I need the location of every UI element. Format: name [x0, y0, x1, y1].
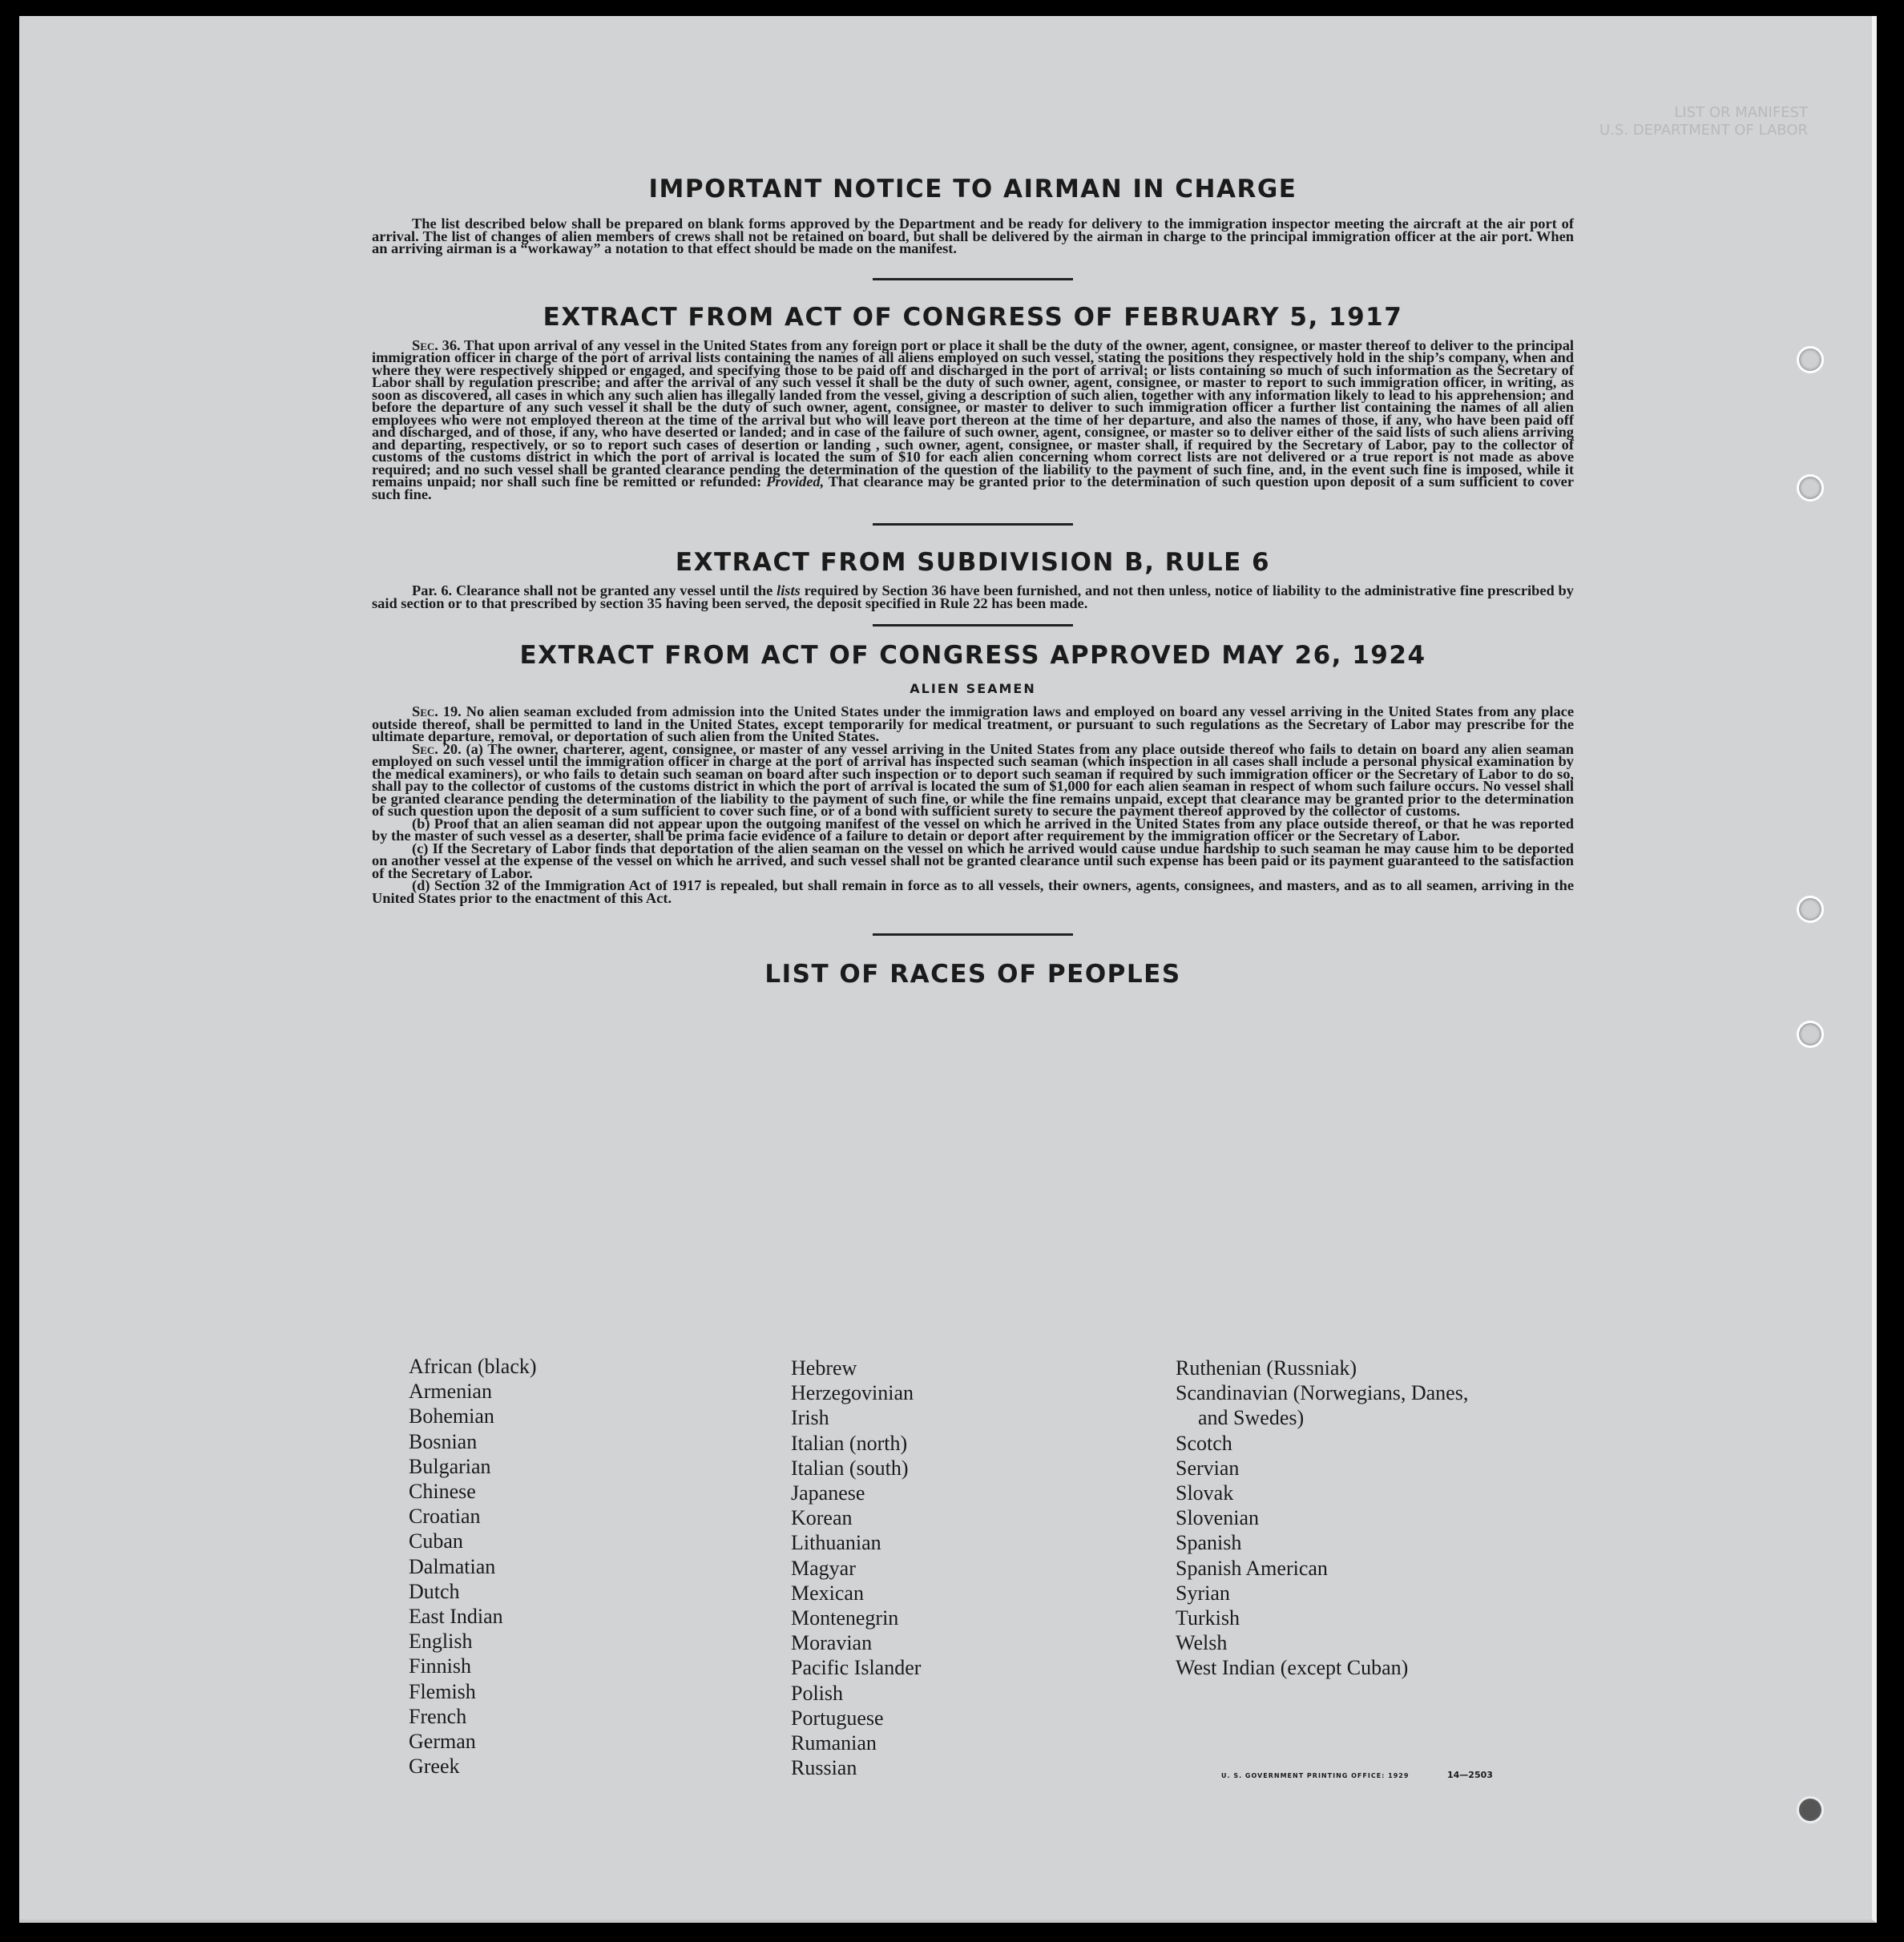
notice-title: IMPORTANT NOTICE TO AIRMAN IN CHARGE — [648, 175, 1297, 203]
races-column-3 — [1176, 1356, 1571, 1780]
race-item: Rumanian — [791, 1731, 877, 1755]
race-item: Lithuanian — [791, 1531, 881, 1555]
race-item: Turkish — [1176, 1606, 1240, 1630]
race-item: Bosnian — [409, 1429, 478, 1453]
race-item: West Indian (except Cuban) — [1176, 1656, 1409, 1680]
race-item: English — [409, 1630, 473, 1654]
race-item: Pacific Islander — [791, 1656, 922, 1680]
race-item: Syrian — [1176, 1581, 1230, 1605]
sec36-text-end: That clearance may be granted prior to the determination of such question upon deposit of a sum sufficient to cover such fine. — [372, 473, 1574, 502]
race-item: Chinese — [409, 1480, 476, 1504]
race-item: Dutch — [409, 1579, 460, 1603]
race-item: Mexican — [791, 1581, 864, 1605]
document-page — [19, 16, 1877, 1923]
race-item: Italian (north) — [791, 1431, 908, 1455]
punch-hole — [1797, 1796, 1824, 1823]
race-item: Montenegrin — [791, 1606, 899, 1630]
punch-hole — [1797, 896, 1824, 923]
sec36-text: That upon arrival of any vessel in the United States from any foreign port or place it shall be the duty of the owner, agent, consignee, or master thereof to deliver to the principal immigration officer in charge of the port of arrival lists containing the names of all aliens employed on such vessel, stating the positions they respectively hold in the ship’s company, when and where they were respectively shipped or engaged, and specifying those to be paid off and discharged in the port of arrival; or lists containing so much of such information as the Secretary of Labor shall by regulation prescribe; and after the arrival of any such vessel it shall be the duty of such owner, agent, consignee, or master to report to such immigration officer, in writing, as soon as discovered, all cases in which any such alien has illegally landed from the vessel, giving a description of such alien, together with any information likely to lead to his apprehension; and before the departure of any such vessel it shall be the duty of such owner, agent, consignee, or master to deliver to such immigration officer a further list containing the names of all alien employees who were not employed thereon at the time of the arrival but who will leave port thereon at the time of her departure, and also the names of those, if any, who have been paid off and discharged, and of those, if any, who have deserted or landed; and in case of the failure of such owner, agent, consignee, or master so to deliver either of the said lists of such aliens arriving and departing, respectively, or so to report such cases of desertion or landing , such owner, agent, consignee, or master shall, if required by the Secretary of Labor, pay to the collector of customs of the customs district in which the port of arrival is located the sum of $10 for each alien concerning whom correct lists are not delivered or a true report is not made as above required; and no such vessel shall be granted clearance pending the determination of the question of the liability to the payment of such fine, and, in the event such fine is imposed, while it remains unpaid; nor shall such fine be remitted or refunded: — [372, 336, 1575, 490]
race-item: Spanish — [1176, 1531, 1242, 1555]
punch-hole — [1797, 346, 1824, 373]
sec-label: Sec. 36. — [412, 336, 461, 353]
act-1924-sec19 — [372, 703, 1574, 744]
race-item: German — [409, 1730, 476, 1754]
race-item: Bohemian — [409, 1404, 494, 1428]
act-1924-sec20b: (b) Proof that an alien seaman did not appear upon the outgoing manifest of the vessel on which he arrived in the United States from any place outside thereof, or that he was reported by the master of such vessel as a deserter, shall be prima facie evidence of a failure to detain or deport after requirement by the immigration officer or the Secretary of Labor. — [372, 815, 1574, 844]
race-item: Finnish — [409, 1654, 472, 1678]
race-item: Portuguese — [791, 1706, 884, 1730]
section-divider — [873, 624, 1073, 627]
notice-content — [372, 160, 1574, 989]
sec-label: Sec. 20. — [412, 740, 462, 757]
race-item: French — [409, 1704, 467, 1728]
punch-hole — [1797, 1021, 1824, 1048]
race-item: Flemish — [409, 1679, 476, 1703]
rule6-par6 — [372, 582, 1574, 611]
form-number: 14—2503 — [1447, 1770, 1493, 1780]
race-item-scandinavian — [1176, 1380, 1571, 1430]
race-item: Spanish American — [1176, 1556, 1328, 1580]
bleed-through-line: U.S. DEPARTMENT OF LABOR — [1599, 122, 1808, 139]
race-item: African (black) — [409, 1355, 537, 1378]
races-list — [409, 1354, 1571, 1780]
section-divider — [873, 523, 1073, 526]
race-item: Slovenian — [1176, 1506, 1259, 1530]
lists-word: lists — [777, 582, 801, 598]
race-item: Croatian — [409, 1505, 481, 1529]
sec19-text: No alien seaman excluded from admission into the United States under the immigration laws and employed on board any vessel arriving in the United States from any place outside thereof, shall be permitted to land in the United States, except temporarily for medical treatment, or pursuant to such regulations as the Secretary of Labor may prescribe for the ultimate departure, removal, or deportation of such alien from the United States. — [372, 703, 1574, 744]
sec-label: Sec. 19. — [412, 703, 462, 719]
race-item: Scotch — [1176, 1431, 1232, 1455]
race-item: Russian — [791, 1756, 857, 1780]
bleed-through-mark — [1599, 104, 1808, 139]
rule6-title: EXTRACT FROM SUBDIVISION B, RULE 6 — [675, 548, 1271, 577]
race-item: Irish — [791, 1406, 829, 1430]
race-item: Korean — [791, 1506, 853, 1530]
race-item: Herzegovinian — [791, 1381, 914, 1405]
sec20a-text: (a) The owner, charterer, agent, consignee, or master of any vessel arriving in the United States from any place outside thereof who fails to detain on board any alien seaman employed on such vessel until the immigration officer in charge at the port of arrival has inspected such seaman (which inspection in all cases shall include a personal physical examination by the medical examiners), or who fails to detain such seaman on board after such inspection or to deport such seaman if required by such immigration officer or the Secretary of Labor to do so, shall pay to the collector of customs of the customs district in which the port of arrival is located the sum of $1,000 for each alien seaman in respect of whom such failure occurs. No vessel shall be granted clearance pending the determination of the liability to the payment of such fine, or while the fine remains unpaid, except that clearance may be granted prior to the determination of such question upon the deposit of a sum sufficient to cover such fine, or of a bond with sufficient surety to secure the payment thereof approved by the collector of customs. — [372, 740, 1574, 819]
race-item: Greek — [409, 1755, 460, 1779]
race-item: Polish — [791, 1681, 844, 1705]
race-item: Moravian — [791, 1631, 873, 1655]
bleed-through-line: LIST OR MANIFEST — [1674, 104, 1808, 121]
alien-seamen-subtitle: ALIEN SEAMEN — [910, 681, 1036, 696]
punch-hole — [1797, 474, 1824, 502]
act-1924-sec20a — [372, 740, 1574, 819]
provided-word: Provided, — [766, 473, 825, 490]
printing-office-line: U. S. GOVERNMENT PRINTING OFFICE: 1929 — [1221, 1772, 1410, 1779]
par6-text-end: required by Section 36 have been furnished, and not then unless, notice of liability to the administrative fine prescribed by said section or to that prescribed by section 35 having been served, the deposit specified in Rule 22 has been made. — [372, 582, 1574, 611]
race-item: Bulgarian — [409, 1454, 491, 1478]
race-item: Dalmatian — [409, 1554, 496, 1578]
race-item: Servian — [1176, 1456, 1240, 1480]
races-column-2 — [791, 1356, 1176, 1780]
races-column-1 — [409, 1354, 791, 1780]
race-item: Ruthenian (Russniak) — [1176, 1356, 1357, 1380]
act-1924-sec20c: (c) If the Secretary of Labor finds that deportation of the alien seaman on the vessel on which he arrived would cause undue hardship to such seaman he may cause him to be deported on another vessel at the expense of the vessel on which he arrived, and such vessel shall not be granted clearance until such expense has been paid or its payment guaranteed to the satisfaction of the Secretary of Labor. — [372, 840, 1574, 881]
par6-text: Par. 6. Clearance shall not be granted any vessel until the — [412, 582, 773, 598]
race-item: East Indian — [409, 1605, 503, 1629]
race-item: Magyar — [791, 1556, 856, 1580]
race-item: Armenian — [409, 1380, 492, 1404]
race-item: Italian (south) — [791, 1456, 909, 1480]
race-item: Welsh — [1176, 1631, 1228, 1655]
race-item-line: Scandinavian (Norwegians, Danes, — [1176, 1381, 1469, 1405]
notice-body: The list described below shall be prepared on blank forms approved by the Department and be ready for delivery to the immigration inspector meeting the aircraft at the air port of arrival. The list of changes of alien members of crews shall not be retained on board, but shall be delivered by the airman in charge to the principal immigration officer at the air port. When an arriving airman is a “workaway” a notation to that effect should be made on the manifest. — [372, 216, 1574, 256]
act-1924-title: EXTRACT FROM ACT OF CONGRESS APPROVED MAY 26, 1924 — [519, 641, 1426, 670]
race-item: Slovak — [1176, 1481, 1234, 1505]
act-1924-sec20d: (d) Section 32 of the Immigration Act of 1917 is repealed, but shall remain in force as to all vessels, their owners, agents, consignees, and masters, and as to all seamen, arriving in the United States prior to the enactment of this Act. — [372, 877, 1574, 906]
race-item-line: and Swedes) — [1198, 1406, 1305, 1430]
section-divider — [873, 278, 1073, 280]
act-1917-title: EXTRACT FROM ACT OF CONGRESS OF FEBRUARY 5, 1917 — [543, 302, 1403, 332]
race-item: Japanese — [791, 1481, 865, 1505]
race-item: Hebrew — [791, 1356, 857, 1380]
act-1917-sec36 — [372, 336, 1575, 502]
races-title: LIST OF RACES OF PEOPLES — [764, 960, 1181, 989]
race-item: Cuban — [409, 1529, 463, 1553]
section-divider — [873, 933, 1073, 936]
